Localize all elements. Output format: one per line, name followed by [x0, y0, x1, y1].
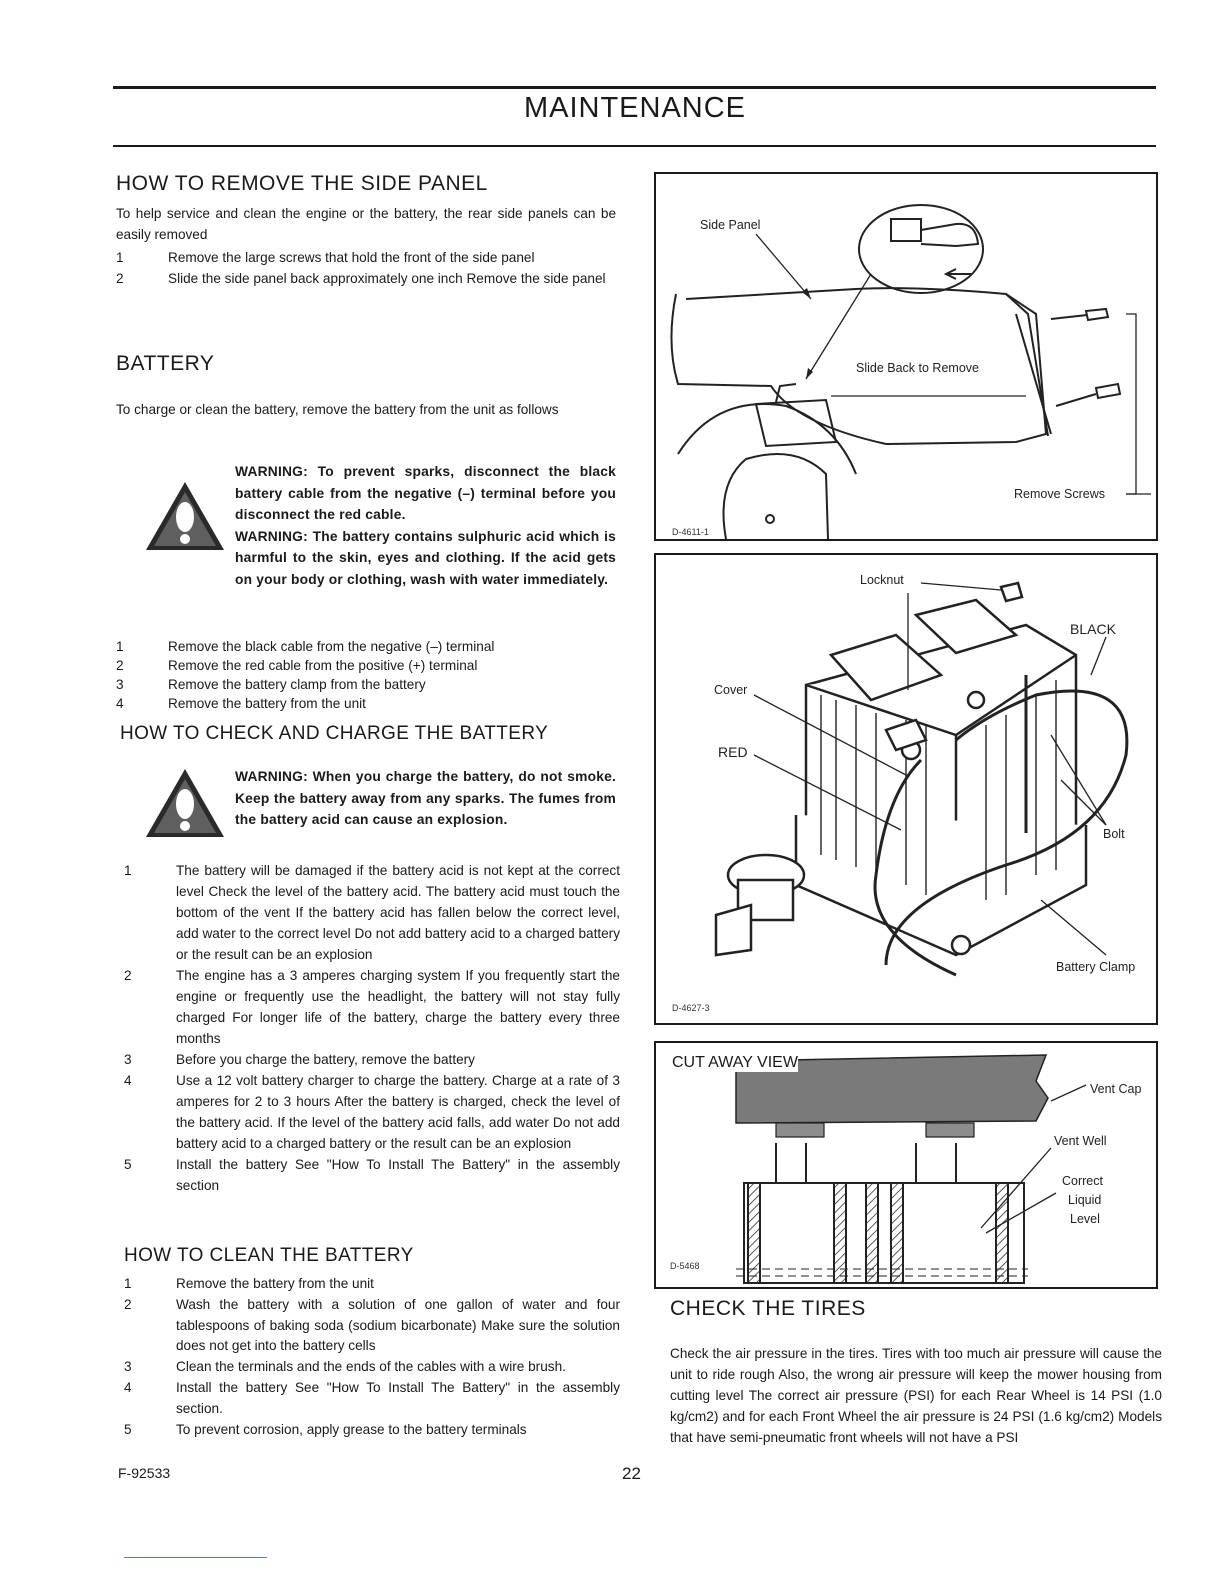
label-vent-well: Vent Well [1054, 1134, 1107, 1148]
page-number: 22 [622, 1464, 641, 1483]
step-number: 2 [124, 968, 132, 983]
battery-steps [116, 637, 616, 713]
step-text: Remove the battery from the unit [176, 1276, 374, 1291]
label-black: BLACK [1070, 621, 1116, 637]
list-item [124, 1378, 620, 1420]
remove-panel-steps [116, 247, 616, 289]
step-number: 4 [124, 1379, 132, 1395]
step-number: 1 [116, 639, 124, 654]
list-item [116, 268, 616, 289]
label-cover: Cover [714, 683, 748, 697]
cutaway-title: CUT AWAY VIEW [672, 1054, 798, 1071]
label-slide-back: Slide Back to Remove [856, 361, 979, 375]
step-number: 3 [124, 1359, 132, 1375]
step-text: The engine has a 3 amperes charging system If you frequently start the engine or frequently use the headlight, the battery will not stay fully charged For longer life of the battery, charge the battery every three months [176, 968, 620, 1046]
step-number: 2 [116, 658, 124, 673]
step-text: Remove the large screws that hold the front of the side panel [168, 250, 535, 265]
step-text: Install the battery See "How To Install The Battery" in the assembly section. [176, 1379, 620, 1416]
step-number: 1 [124, 1276, 132, 1291]
warning-triangle-icon [144, 767, 226, 839]
list-item [116, 694, 616, 713]
step-number: 5 [124, 1157, 132, 1172]
step-number: 2 [124, 1296, 132, 1312]
label-level: Level [1070, 1212, 1100, 1226]
list-item [124, 1295, 620, 1357]
label-remove-screws: Remove Screws [1014, 487, 1105, 501]
list-item [124, 1420, 620, 1441]
doc-number: F-92533 [118, 1465, 171, 1481]
label-side-panel: Side Panel [700, 218, 761, 232]
charge-heading: HOW TO CHECK AND CHARGE THE BATTERY [120, 723, 549, 744]
step-number: 4 [124, 1073, 132, 1088]
clean-heading: HOW TO CLEAN THE BATTERY [124, 1245, 414, 1266]
step-number: 1 [124, 863, 132, 878]
battery-warnings [235, 461, 616, 590]
remove-panel-heading: HOW TO REMOVE THE SIDE PANEL [116, 172, 488, 195]
page-title: MAINTENANCE [523, 92, 747, 124]
step-text: Remove the battery clamp from the battery [168, 677, 426, 692]
cutaway-illustration [656, 1043, 1156, 1287]
label-liquid: Liquid [1068, 1193, 1102, 1207]
label-battery-clamp: Battery Clamp [1056, 960, 1136, 974]
battery-intro: To charge or clean the battery, remove the battery from the unit as follows [116, 402, 559, 417]
list-item [116, 247, 616, 268]
label-red: RED [718, 744, 748, 760]
label-correct: Correct [1062, 1174, 1103, 1188]
clean-steps [124, 1274, 620, 1440]
list-item [124, 860, 620, 965]
charge-steps [124, 860, 620, 1196]
step-text: Remove the battery from the unit [168, 696, 366, 711]
step-number: 4 [116, 696, 124, 711]
step-text: Slide the side panel back approximately one inch Remove the side panel [168, 271, 606, 286]
figure-battery [654, 553, 1158, 1025]
tires-heading: CHECK THE TIRES [670, 1297, 866, 1320]
warning-text: WARNING: The battery contains sulphuric acid which is harmful to the skin, eyes and clothing. If the acid gets on your body or clothing, wash with water immediately. [235, 528, 616, 587]
figure-cutaway [654, 1041, 1158, 1289]
step-text: Use a 12 volt battery charger to charge the battery. Charge at a rate of 3 amperes for 2 to 3 hours After the battery is charged, check the level of the battery acid. If the level of the battery acid falls, add water Do not add battery acid to a charged battery or the result can be an explosion [176, 1073, 620, 1151]
figure-code: D-5468 [670, 1261, 700, 1271]
figure-side-panel [654, 172, 1158, 541]
remove-panel-intro: To help service and clean the engine or the battery, the rear side panels can be easily removed [116, 206, 616, 242]
step-text: Wash the battery with a solution of one gallon of water and four tablespoons of baking soda (sodium bicarbonate) Make sure the solution does not get into the battery cells [176, 1296, 620, 1354]
step-number: 2 [116, 271, 124, 286]
list-item [124, 1357, 620, 1378]
charge-warning [235, 766, 616, 831]
warning-triangle-icon [144, 480, 226, 552]
list-item [116, 675, 616, 694]
step-number: 3 [116, 677, 124, 692]
list-item [116, 656, 616, 675]
list-item [124, 965, 620, 1049]
step-number: 3 [124, 1052, 132, 1067]
warning-text: WARNING: When you charge the battery, do not smoke. Keep the battery away from any sparks. The fumes from the battery acid can cause an explosion. [235, 769, 616, 827]
step-text: Remove the red cable from the positive (+) terminal [168, 658, 478, 673]
step-text: Remove the black cable from the negative (–) terminal [168, 639, 495, 654]
list-item [124, 1049, 620, 1070]
step-number: 5 [124, 1421, 132, 1437]
header-bottom-rule [113, 145, 1156, 147]
figure-code: D-4611-1 [672, 527, 709, 537]
list-item [116, 637, 616, 656]
label-bolt: Bolt [1103, 827, 1125, 841]
step-text: Clean the terminals and the ends of the cables with a wire brush. [176, 1359, 566, 1375]
list-item [124, 1070, 620, 1154]
header-top-rule [113, 86, 1156, 89]
label-locknut: Locknut [860, 573, 904, 587]
figure-code: D-4627-3 [672, 1003, 710, 1013]
step-number: 1 [116, 250, 124, 265]
label-vent-cap: Vent Cap [1090, 1082, 1142, 1096]
list-item [124, 1154, 620, 1196]
step-text: To prevent corrosion, apply grease to the battery terminals [176, 1421, 527, 1437]
step-text: Before you charge the battery, remove the battery [176, 1052, 475, 1067]
tires-text: Check the air pressure in the tires. Tires with too much air pressure will cause the unit to ride rough Also, the wrong air pressure will keep the mower housing from cutting level The correct air pressure (PSI) for each Rear Wheel is 14 PSI (1.0 kg/cm2) and for each Front Wheel the air pressure is 24 PSI (1.6 kg/cm2) Models that have semi-pneumatic front wheels will not have a PSI [670, 1346, 1162, 1445]
step-text: Install the battery See "How To Install The Battery" in the assembly section [176, 1157, 620, 1193]
step-text: The battery will be damaged if the battery acid is not kept at the correct level Check the level of the battery acid. The battery acid must touch the bottom of the vent If the battery acid has fallen below the correct level, add water to the correct level Do not add battery acid to a charged battery or the result can be an explosion [176, 863, 620, 962]
list-item [124, 1274, 620, 1295]
battery-heading: BATTERY [116, 352, 215, 375]
footer-accent-line [124, 1557, 267, 1558]
warning-text: WARNING: To prevent sparks, disconnect the black battery cable from the negative (–) terminal before you disconnect the red cable. [235, 464, 616, 522]
